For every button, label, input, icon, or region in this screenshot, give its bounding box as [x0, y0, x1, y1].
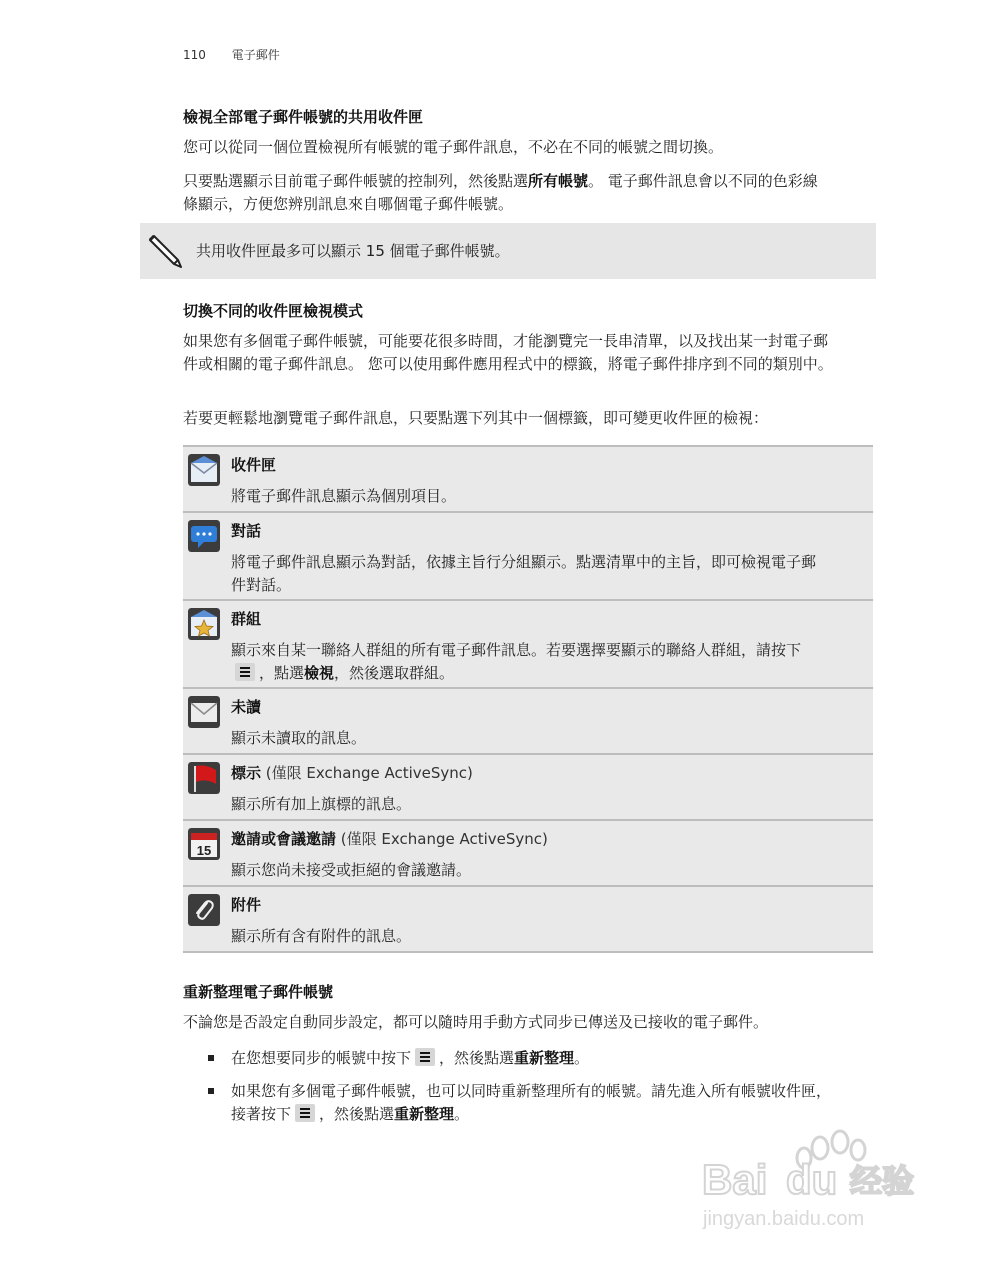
svg-text:du: du — [786, 1156, 838, 1203]
list-item: 如果您有多個電子郵件帳號，也可以同時重新整理所有的帳號。請先進入所有帳號收件匣， 接著按下 ，然後點選重新整理。 — [231, 1080, 881, 1126]
tab-title: 標示 (僅限 Exchange ActiveSync) — [231, 764, 473, 782]
note-box — [140, 223, 876, 279]
view-tabs-table — [183, 445, 873, 953]
tab-description: 將電子郵件訊息顯示為對話，依據主旨行分組顯示。點選清單中的主旨，即可檢視電子郵 件對話。 — [231, 553, 817, 594]
table-row — [183, 885, 873, 953]
flag-icon — [188, 762, 220, 794]
svg-text:15: 15 — [196, 843, 212, 858]
section-heading: 切換不同的收件匣檢視模式 — [183, 302, 364, 320]
tab-description: 將電子郵件訊息顯示為個別項目。 — [231, 487, 457, 505]
tab-description: 顯示所有含有附件的訊息。 — [231, 927, 412, 945]
svg-text:经验: 经验 — [850, 1162, 915, 1200]
table-row — [183, 753, 873, 819]
menu-key-icon — [415, 1048, 435, 1066]
table-row — [183, 599, 873, 687]
section-heading: 檢視全部電子郵件帳號的共用收件匣 — [183, 108, 424, 126]
tab-title: 收件匣 — [231, 456, 277, 474]
page-number: 110 — [183, 48, 206, 62]
unread-icon — [188, 696, 220, 728]
paragraph: 只要點選顯示目前電子郵件帳號的控制列，然後點選所有帳號。 電子郵件訊息會以不同的色彩線 條顯示，方便您辨別訊息來自哪個電子郵件帳號。 — [183, 172, 818, 213]
inbox-icon — [188, 454, 220, 486]
note-text: 共用收件匣最多可以顯示 15 個電子郵件帳號。 — [196, 242, 510, 260]
table-row — [183, 687, 873, 753]
calendar-icon — [188, 828, 220, 860]
tab-title: 未讀 — [231, 698, 262, 716]
tab-title: 對話 — [231, 522, 262, 540]
bullet-icon — [208, 1088, 214, 1094]
watermark-url: jingyan.baidu.com — [703, 1208, 865, 1230]
tab-description: 顯示所有加上旗標的訊息。 — [231, 795, 412, 813]
attachment-icon — [188, 894, 220, 926]
tab-description: 顯示您尚未接受或拒絕的會議邀請。 — [231, 861, 472, 879]
page-header — [183, 46, 302, 63]
table-row — [183, 445, 873, 511]
paragraph: 不論您是否設定自動同步設定，都可以隨時用手動方式同步已傳送及已接收的電子郵件。 — [183, 1013, 769, 1031]
tab-title: 附件 — [231, 896, 262, 914]
bullet-icon — [208, 1055, 214, 1061]
svg-text:Bai: Bai — [702, 1156, 768, 1203]
list-item: 在您想要同步的帳號中按下 ，然後點選重新整理。 — [231, 1047, 589, 1070]
table-row — [183, 819, 873, 885]
pencil-icon — [148, 233, 186, 269]
table-row — [183, 511, 873, 599]
tab-description: 顯示未讀取的訊息。 — [231, 729, 367, 747]
section-heading: 重新整理電子郵件帳號 — [183, 983, 334, 1001]
group-icon — [188, 608, 220, 640]
tab-description: 顯示來自某一聯絡人群組的所有電子郵件訊息。若要選擇要顯示的聯絡人群組，請按下 ，點選檢視，然後選取群組。 — [231, 641, 802, 682]
menu-key-icon — [235, 663, 255, 681]
chapter-title: 電子郵件 — [231, 48, 280, 62]
paragraph: 您可以從同一個位置檢視所有帳號的電子郵件訊息，不必在不同的帳號之間切換。 — [183, 138, 724, 156]
tab-title: 群組 — [231, 610, 262, 628]
conversation-icon — [188, 520, 220, 552]
paragraph: 如果您有多個電子郵件帳號，可能要花很多時間，才能瀏覽完一長串清單，以及找出某一封電子郵 件或相關的電子郵件訊息。 您可以使用郵件應用程式中的標籤，將電子郵件排序到不同的類別中。 — [183, 332, 833, 373]
paragraph: 若要更輕鬆地瀏覽電子郵件訊息，只要點選下列其中一個標籤，即可變更收件匣的檢視： — [183, 409, 769, 427]
menu-key-icon — [295, 1104, 315, 1122]
tab-title: 邀請或會議邀請 (僅限 Exchange ActiveSync) — [231, 830, 548, 848]
